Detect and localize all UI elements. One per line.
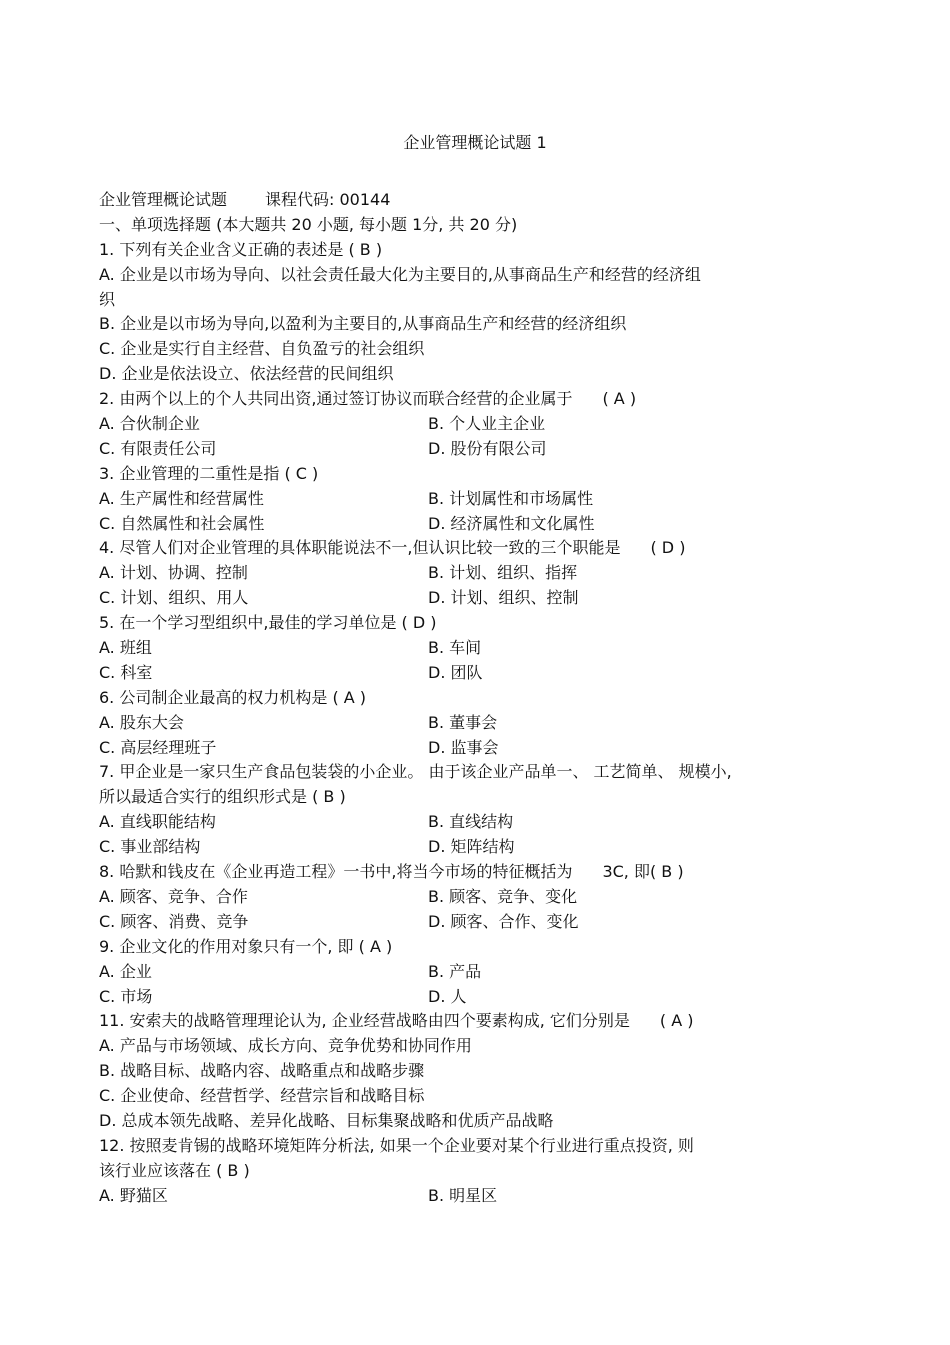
question-4-text: 4. 尽管人们对企业管理的具体职能说法不一,但认识比较一致的三个职能是 <box>99 538 621 558</box>
question-8-options-ab <box>99 885 859 910</box>
question-5-stem: 5. 在一个学习型组织中,最佳的学习单位是 ( D ) <box>99 613 437 633</box>
question-6-option-a: A. 股东大会 <box>99 712 184 732</box>
question-3-option-a: A. 生产属性和经营属性 <box>99 488 264 508</box>
question-3-option-b: B. 计划属性和市场属性 <box>428 488 594 508</box>
question-7-stem: 7. 甲企业是一家只生产食品包装袋的小企业。 由于该企业产品单一、 工艺简单、 规模小, <box>99 762 732 782</box>
question-1-stem: 1. 下列有关企业含义正确的表述是 ( B ) <box>99 239 383 259</box>
question-7-option-a: A. 直线职能结构 <box>99 812 216 832</box>
question-11-text: 11. 安索夫的战略管理理论认为, 企业经营战略由四个要素构成, 它们分别是 <box>99 1011 630 1031</box>
question-2-text: 2. 由两个以上的个人共同出资,通过签订协议而联合经营的企业属于 <box>99 389 573 409</box>
question-6-option-b: B. 董事会 <box>428 712 498 732</box>
question-8-option-c: C. 顾客、消费、竞争 <box>99 911 249 931</box>
question-5-options-cd <box>99 661 859 686</box>
question-8-stem <box>99 860 859 885</box>
question-5-option-b: B. 车间 <box>428 638 482 658</box>
question-9-option-a: A. 企业 <box>99 961 152 981</box>
course-code: 课程代码: 00144 <box>265 190 391 209</box>
question-9-option-b: B. 产品 <box>428 961 482 981</box>
question-1-option-a-cont: 织 <box>99 289 116 309</box>
question-1-option-c: C. 企业是实行自主经营、自负盈亏的社会组织 <box>99 339 425 359</box>
question-12-option-a: A. 野猫区 <box>99 1185 168 1205</box>
question-3-option-d: D. 经济属性和文化属性 <box>428 513 595 533</box>
question-7-option-d: D. 矩阵结构 <box>428 837 515 857</box>
question-1-option-b: B. 企业是以市场为导向,以盈利为主要目的,从事商品生产和经营的经济组织 <box>99 314 627 334</box>
question-4-answer: ( D ) <box>650 538 686 558</box>
question-5-options-ab <box>99 636 859 661</box>
question-9-options-cd <box>99 985 859 1010</box>
question-8-option-a: A. 顾客、竞争、合作 <box>99 886 248 906</box>
question-11-option-b: B. 战略目标、战略内容、战略重点和战略步骤 <box>99 1061 425 1081</box>
question-12-stem-cont: 该行业应该落在 ( B ) <box>99 1160 250 1180</box>
question-8-answer: 3C, 即( B ) <box>602 862 684 882</box>
question-8-option-d: D. 顾客、合作、变化 <box>428 911 579 931</box>
question-2-answer: ( A ) <box>602 389 637 409</box>
question-11-option-a: A. 产品与市场领域、成长方向、竞争优势和协同作用 <box>99 1036 472 1056</box>
question-2-stem <box>99 387 859 412</box>
question-9-options-ab <box>99 960 859 985</box>
question-4-option-a: A. 计划、协调、控制 <box>99 563 248 583</box>
question-4-option-d: D. 计划、组织、控制 <box>428 588 579 608</box>
question-12-option-b: B. 明星区 <box>428 1185 498 1205</box>
question-7-options-ab <box>99 810 859 835</box>
section-heading: 一、单项选择题 (本大题共 20 小题, 每小题 1分, 共 20 分) <box>99 214 518 234</box>
question-6-options-cd <box>99 736 859 761</box>
question-7-stem-cont: 所以最适合实行的组织形式是 ( B ) <box>99 787 346 807</box>
question-2-options-ab <box>99 412 859 437</box>
question-6-stem: 6. 公司制企业最高的权力机构是 ( A ) <box>99 687 367 707</box>
question-8-text: 8. 哈默和钱皮在《企业再造工程》一书中,将当今市场的特征概括为 <box>99 862 573 882</box>
question-4-stem <box>99 536 859 561</box>
question-3-option-c: C. 自然属性和社会属性 <box>99 513 265 533</box>
question-11-answer: ( A ) <box>659 1011 694 1031</box>
question-1-option-d: D. 企业是依法设立、依法经营的民间组织 <box>99 364 394 384</box>
question-4-options-cd <box>99 586 859 611</box>
question-5-option-a: A. 班组 <box>99 638 152 658</box>
question-2-options-cd <box>99 437 859 462</box>
exam-header <box>99 188 859 213</box>
question-11-option-d: D. 总成本领先战略、差异化战略、目标集聚战略和优质产品战略 <box>99 1110 554 1130</box>
question-9-option-c: C. 市场 <box>99 986 153 1006</box>
question-8-option-b: B. 顾客、竞争、变化 <box>428 886 578 906</box>
question-11-stem <box>99 1009 859 1034</box>
question-6-options-ab <box>99 711 859 736</box>
question-6-option-d: D. 监事会 <box>428 737 499 757</box>
question-12-stem: 12. 按照麦肯锡的战略环境矩阵分析法, 如果一个企业要对某个行业进行重点投资, 则 <box>99 1135 694 1155</box>
question-2-option-a: A. 合伙制企业 <box>99 414 200 434</box>
question-3-stem: 3. 企业管理的二重性是指 ( C ) <box>99 463 319 483</box>
exam-name: 企业管理概论试题 <box>99 190 228 209</box>
question-2-option-c: C. 有限责任公司 <box>99 438 217 458</box>
doc-content <box>99 188 859 1209</box>
question-7-option-b: B. 直线结构 <box>428 812 514 832</box>
question-5-option-d: D. 团队 <box>428 662 483 682</box>
question-3-options-cd <box>99 512 859 537</box>
question-9-option-d: D. 人 <box>428 986 467 1006</box>
doc-title: 企业管理概论试题 1 <box>403 133 547 152</box>
question-11-option-c: C. 企业使命、经营哲学、经营宗旨和战略目标 <box>99 1086 425 1106</box>
question-8-options-cd <box>99 910 859 935</box>
question-6-option-c: C. 高层经理班子 <box>99 737 217 757</box>
question-7-option-c: C. 事业部结构 <box>99 837 201 857</box>
question-2-option-b: B. 个人业主企业 <box>428 414 546 434</box>
question-12-options-ab <box>99 1184 859 1209</box>
question-9-stem: 9. 企业文化的作用对象只有一个, 即 ( A ) <box>99 936 393 956</box>
question-7-options-cd <box>99 835 859 860</box>
question-4-options-ab <box>99 561 859 586</box>
question-5-option-c: C. 科室 <box>99 662 153 682</box>
question-4-option-c: C. 计划、组织、用人 <box>99 588 249 608</box>
question-4-option-b: B. 计划、组织、指挥 <box>428 563 578 583</box>
question-2-option-d: D. 股份有限公司 <box>428 438 547 458</box>
question-1-option-a: A. 企业是以市场为导向、以社会责任最大化为主要目的,从事商品生产和经营的经济组 <box>99 264 701 284</box>
question-3-options-ab <box>99 487 859 512</box>
